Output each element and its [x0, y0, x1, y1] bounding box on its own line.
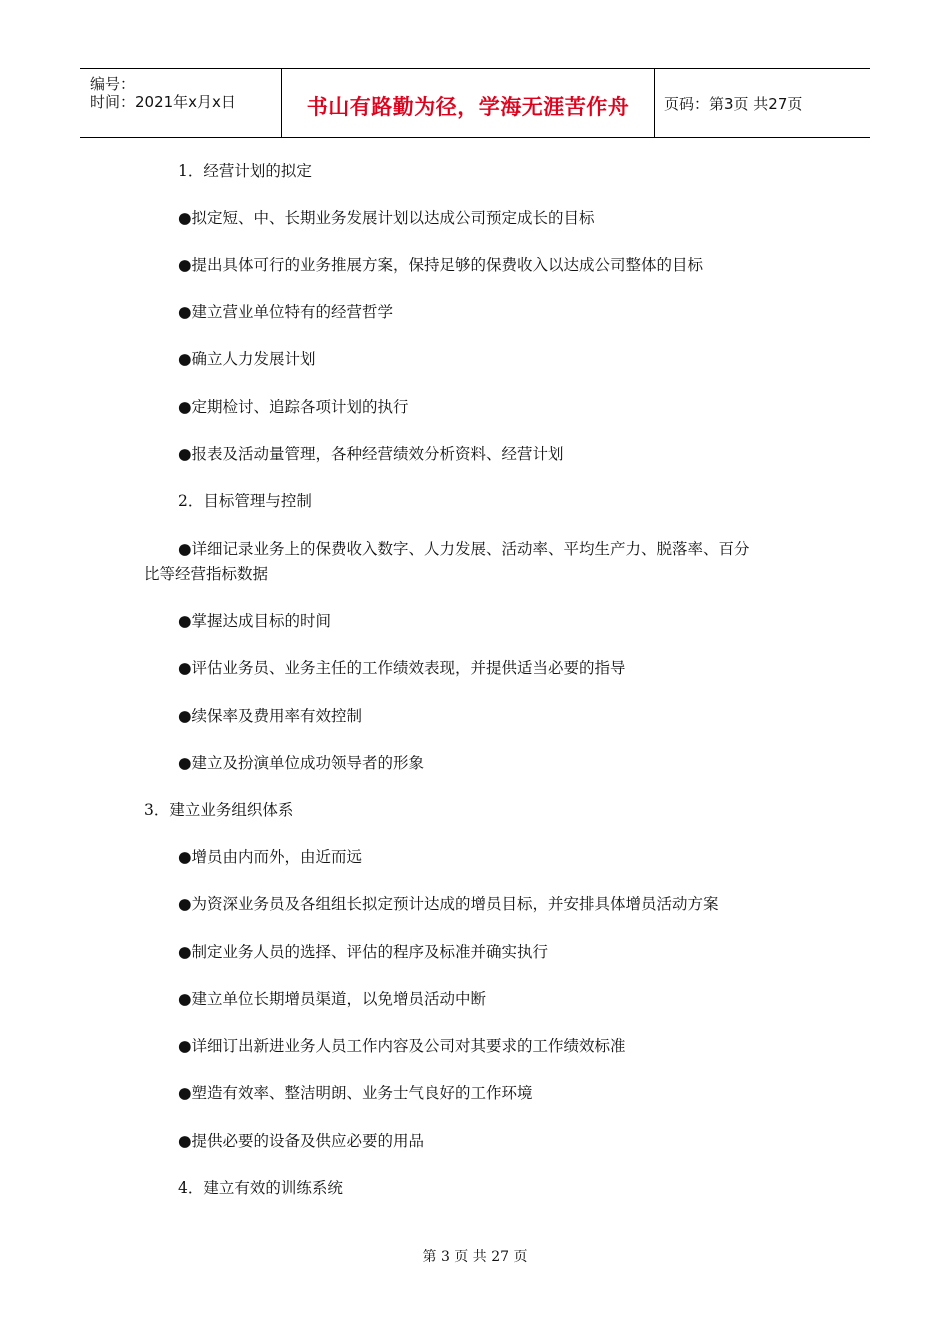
section-heading: 2．目标管理与控制 — [178, 492, 312, 510]
bullet-item: ●增员由内而外，由近而远 — [178, 848, 363, 866]
section-heading: 4．建立有效的训练系统 — [178, 1179, 343, 1197]
header-page-info: 页码：第3页 共27页 — [664, 95, 803, 113]
bullet-item: ●为资深业务员及各组组长拟定预计达成的增员目标，并安排具体增员活动方案 — [178, 895, 719, 913]
page-header — [80, 68, 870, 138]
bullet-item-continuation: 比等经营指标数据 — [144, 565, 269, 583]
bullet-item: ●塑造有效率、整洁明朗、业务士气良好的工作环境 — [178, 1084, 533, 1102]
document-date: 时间：2021年x月x日 — [90, 93, 236, 111]
bullet-item: ●制定业务人员的选择、评估的程序及标准并确实执行 — [178, 943, 549, 961]
bullet-item: ●评估业务员、业务主任的工作绩效表现，并提供适当必要的指导 — [178, 659, 626, 677]
bullet-item: ●建立单位长期增员渠道，以免增员活动中断 — [178, 990, 487, 1008]
bullet-item: ●提出具体可行的业务推展方案，保持足够的保费收入以达成公司整体的目标 — [178, 256, 704, 274]
bullet-item: ●报表及活动量管理，各种经营绩效分析资料、经营计划 — [178, 445, 564, 463]
bullet-item: ●定期检讨、追踪各项计划的执行 — [178, 398, 409, 416]
bullet-item: ●确立人力发展计划 — [178, 350, 316, 368]
bullet-item: ●建立及扮演单位成功领导者的形象 — [178, 754, 425, 772]
bullet-item: ●续保率及费用率有效控制 — [178, 707, 363, 725]
page-footer: 第 3 页 共 27 页 — [422, 1249, 528, 1265]
bullet-item: ●拟定短、中、长期业务发展计划以达成公司预定成长的目标 — [178, 209, 595, 227]
header-page-cell — [656, 69, 870, 137]
section-heading: 3．建立业务组织体系 — [144, 801, 294, 819]
document-number-label: 编号： — [90, 75, 136, 93]
bullet-item: ●建立营业单位特有的经营哲学 — [178, 303, 394, 321]
header-meta-cell — [80, 69, 282, 137]
bullet-item: ●提供必要的设备及供应必要的用品 — [178, 1132, 425, 1150]
bullet-item: ●掌握达成目标的时间 — [178, 612, 332, 630]
section-heading: 1．经营计划的拟定 — [178, 162, 312, 180]
bullet-item: ●详细订出新进业务人员工作内容及公司对其要求的工作绩效标准 — [178, 1037, 626, 1055]
bullet-item: ●详细记录业务上的保费收入数字、人力发展、活动率、平均生产力、脱落率、百分 — [178, 540, 750, 558]
header-motto: 书山有路勤为径，学海无涯苦作舟 — [306, 95, 630, 119]
header-motto-cell — [282, 69, 655, 137]
